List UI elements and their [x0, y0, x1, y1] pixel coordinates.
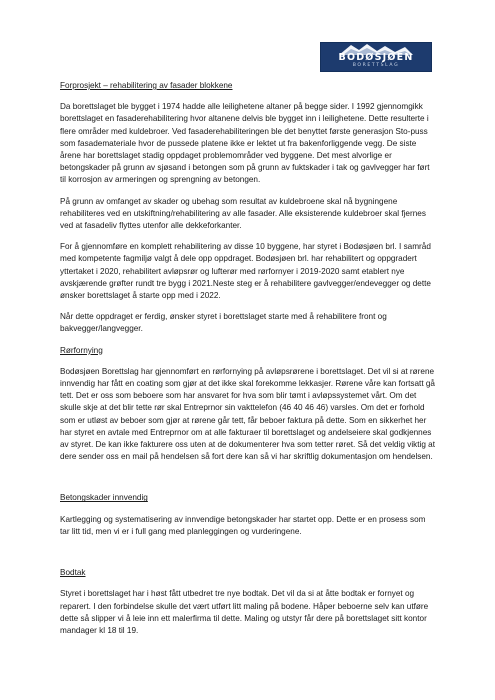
paragraph: For å gjennomføre en komplett rehabilitering av disse 10 byggene, har styret i Bodøsjøen brl. I samråd med kompetente fagmiljø valgt å dele opp oppdraget. Bodøsjøen brl. har rehabilitert og oppgradert yttertaket i 2020, rehabilitert avløpsrør og lufterør med rørfornyer i 2019-2020 samt etablert nye avskjærende grøfter rundt tre bygg i 2021.Neste steg er å rehabilitere gavlvegger/endevegger og dette ønsker borettslaget å starte opp med i 2022. [60, 242, 431, 301]
paragraph: Bodøsjøen Borettslag har gjennomført en rørfornying på avløpsrørene i borettslaget. Det vil si at rørene innvendig har fått en coating som gjør at det ikke skal forekomme lekkasjer. Rørene våre kan fortsatt gå tett. Det er oss som beboere som har ansvaret for hva som blir tømt i avløpssystemet vårt. Om det skulle skje at det blir tette rør skal Entreprnor sin vakttelefon (46 40 46 46) varsles. Om det er forhold som er utløst av beboer som gjør at rørene går tett, får beboer faktura på dette. Som en sikkerhet her har styret en avtale med Entreprnor om at alle fakturaer til borettslaget og andelseiere skal godkjennes av styret. De kan ikke fakturere oss uten at de dokumenterer hva som tetter røret. Så det veldig viktig at dere sender oss en mail på hendelsen så fort dere kan så vi har skriftlig dokumentasjon om hendelsen. [60, 366, 435, 462]
paragraph: Da borettslaget ble bygget i 1974 hadde alle leilighetene altaner på begge sider. I 1992 gjennomgikk borettslaget en fasaderehabilitering hvor altanene delvis ble bygget inn i leilighetene. Dette resulterte i flere områder med kuldebroer. Ved fasaderehabiliteringen ble det benyttet første generasjon Sto-puss som fasademateriale hvor de pussede platene ikke er lektet ut fra bakenforliggende vegg. De siste årene har borettslaget stadig oppdaget problemområder ved byggene. Det mest alvorlige er betongskader på grunn av sjøsand i betongen som på grunn av fuktskader i tak og gavlvegger har ført til korrosjon av armeringen og sprengning av betongen. [60, 102, 430, 185]
section-spacer [60, 547, 437, 567]
logo-title: BODØSJØEN [338, 52, 414, 63]
paragraph: Kartlegging og systematisering av innvendige betongskader har startet opp. Dette er en prosess som tar litt tid, men vi er i full gang med planleggingen og vurderingene. [60, 514, 426, 536]
borettslag-logo [320, 42, 432, 72]
logo-subtitle: BORETTSLAG [352, 63, 400, 68]
document-body [60, 80, 437, 646]
heading-pipes: Rørfornying [60, 345, 103, 355]
heading-roof: Bodtak [60, 568, 86, 578]
paragraph: Når dette oppdraget er ferdig, ønsker styret i borettslaget starte med å rehabilitere front og bakvegger/langvegger. [60, 312, 387, 334]
paragraph: På grunn av omfanget av skader og ubehag som resultat av kuldebroene skal nå bygningene rehabiliteres ved en utskiftning/rehabilitering av alle fasader. Alle eksisterende kuldebroer skal fjernes ved at fasadeliv flyttes utenfor alle dekkeforkanter. [60, 196, 426, 231]
section-spacer [60, 472, 437, 492]
heading-facade: Forprosjekt – rehabilitering av fasader blokkene [60, 81, 233, 90]
paragraph: Styret i borettslaget har i høst fått utbedret tre nye bodtak. Det vil da si at åtte bodtak er fornyet og reparert. I den forbindelse skulle det vært utført litt maling på bodene. Håper beboerne selv kan utføre dette så slipper vi å leie inn ett malerfirma til dette. Maling og utstyr får dere på borettslaget sitt kontor mandager kl 18 til 19. [60, 589, 429, 635]
heading-concrete: Betongskader innvendig [60, 493, 148, 503]
